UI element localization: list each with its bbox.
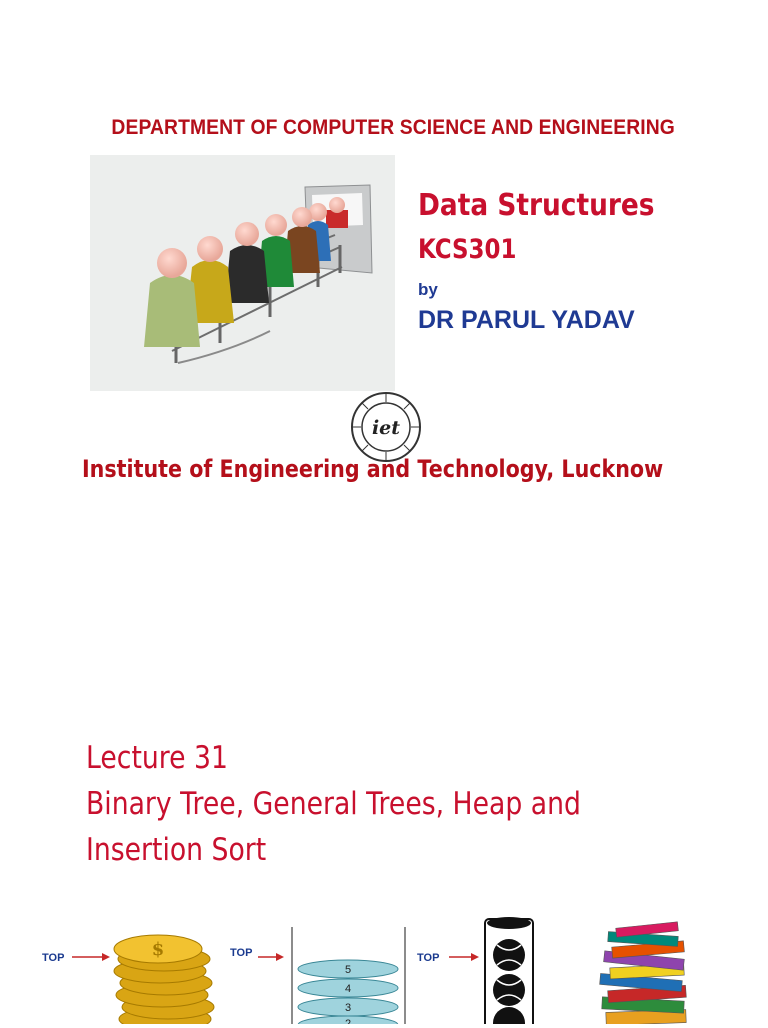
lecture-number: Lecture 31 (86, 740, 228, 776)
svg-text:$: $ (151, 939, 165, 960)
queue-illustration (90, 155, 395, 391)
coin-stack-illustration (40, 915, 230, 1024)
by-label: by (418, 280, 438, 299)
institute-logo (350, 391, 422, 463)
institute-name: Institute of Engineering and Technology, Lucknow (82, 455, 664, 483)
top-label: TOP (42, 952, 65, 964)
plate-label: 5 (344, 964, 352, 976)
plate-label: 3 (344, 1002, 352, 1014)
top-label: TOP (417, 952, 440, 964)
course-title: Data Structures (418, 188, 655, 223)
top-label: TOP (230, 947, 253, 959)
ball-tube-illustration (415, 915, 555, 1024)
plate-label: 4 (344, 983, 352, 995)
course-code: KCS301 (418, 234, 517, 265)
plate-label: 2 (344, 1018, 352, 1024)
plate-stack-illustration (230, 915, 410, 1024)
book-stack-illustration (590, 915, 700, 1024)
lecture-topic-line2: Insertion Sort (86, 832, 267, 868)
author-name: DR PARUL YADAV (418, 306, 635, 334)
department-heading: DEPARTMENT OF COMPUTER SCIENCE AND ENGINEERING (111, 116, 675, 139)
logo-text: iet (371, 417, 401, 439)
lecture-topic-line1: Binary Tree, General Trees, Heap and (86, 786, 581, 822)
